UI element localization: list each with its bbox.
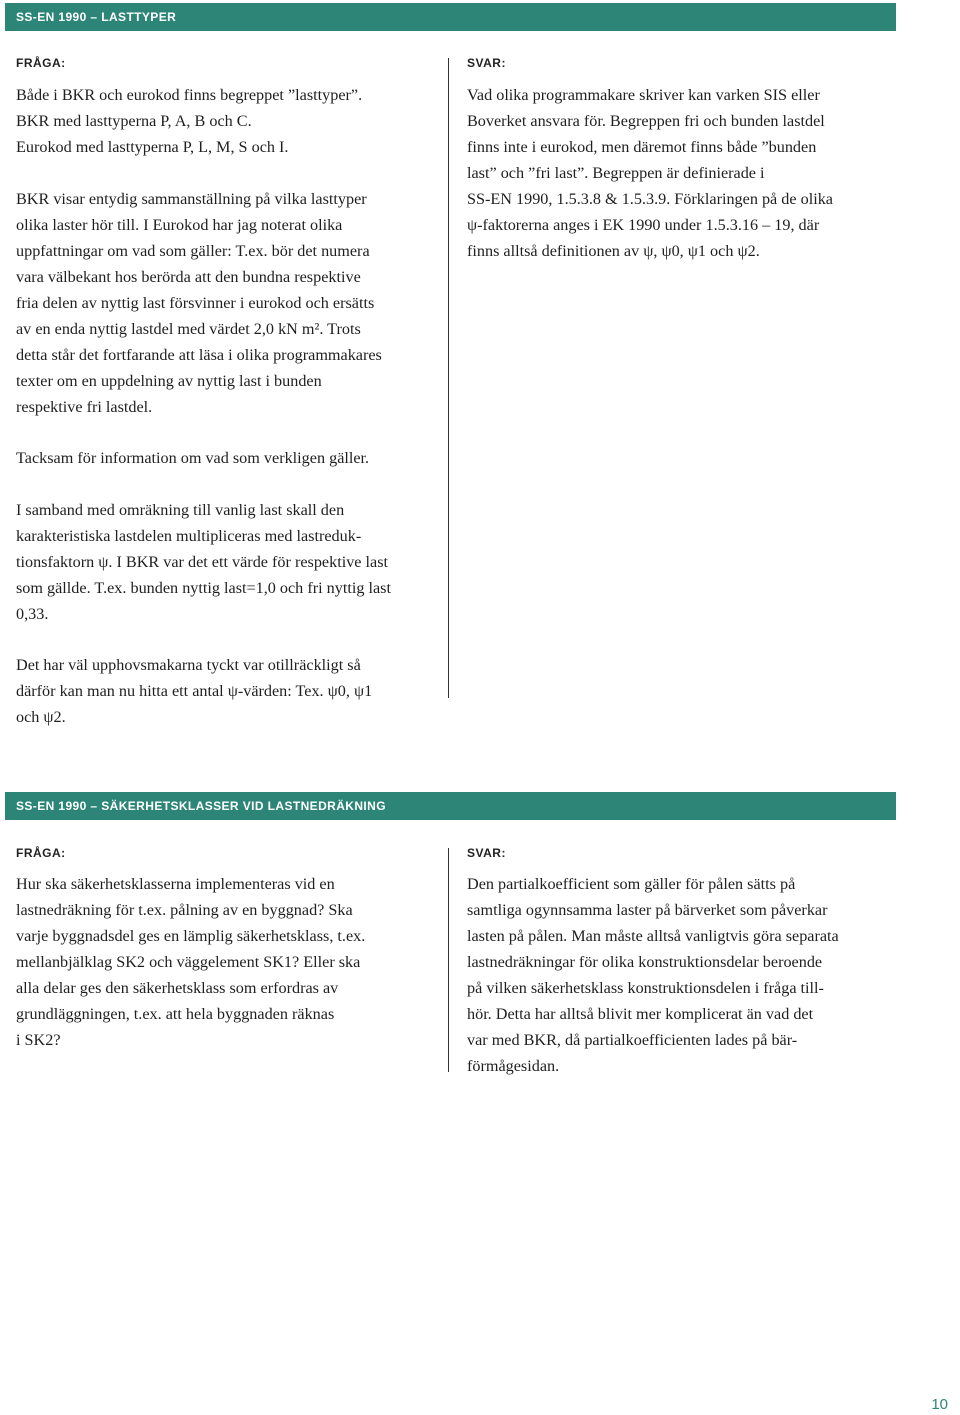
section-1-title: SS-EN 1990 – LASTTYPER [16, 10, 177, 24]
section-1-column-divider [448, 58, 449, 698]
section-1-question-paragraph-1: Både i BKR och eurokod finns begreppet ”lasttyper”. BKR med lasttyperna P, A, B och C. Eurokod med lasttyperna P, L, M, S och I. [16, 86, 363, 156]
section-2-question-label: FRÅGA: [16, 846, 66, 860]
section-1-question-paragraph-3: Tacksam för information om vad som verkligen gäller. [16, 449, 370, 467]
section-2-answer-label: SVAR: [467, 846, 506, 860]
section-1-banner [5, 3, 896, 31]
section-1-question-paragraph-2: BKR visar entydig sammanställning på vilka lasttyper olika laster hör till. I Eurokod har jag noterat olika uppfattningar om vad som gäller: T.ex. bör det numera vara välbekant hos berörda att den bundna respektive fria delen av nyttig last försvinner i eurokod och ersätts av en enda nyttig lastdel med värdet 2,0 kN m². Trots detta står det fortfarande att läsa i olika programmakares texter om en uppdelning av nyttig last i bunden respektive fri lastdel. [16, 190, 382, 416]
section-1-answer-label: SVAR: [467, 56, 506, 70]
section-2-answer-paragraph-1: Den partialkoefficient som gäller för pålen sätts på samtliga ogynnsamma laster på bärverket som påverkar lasten på pålen. Man måste alltså vanligtvis göra separata lastnedräkningar för olika konstruktionsdelar beroende på vilken säkerhetsklass konstruktionsdelen i fråga till- hör. Detta har alltså blivit mer komplicerat än vad det var med BKR, då partialkoefficienten lades på bär- förmågesidan. [467, 875, 839, 1075]
section-1-answer-paragraph-1: Vad olika programmakare skriver kan varken SIS eller Boverket ansvara för. Begreppen fri och bunden lastdel finns inte i eurokod, men däremot finns både ”bunden last” och ”fri last”. Begreppen är definierade i SS-EN 1990, 1.5.3.8 & 1.5.3.9. Förklaringen på de olika ψ-faktorerna anges i EK 1990 under 1.5.3.16 – 19, där finns alltså definitionen av ψ, ψ0, ψ1 och ψ2. [467, 86, 833, 260]
section-2-banner [5, 792, 896, 820]
section-1-question-paragraph-4: I samband med omräkning till vanlig last skall den karakteristiska lastdelen multipliceras med lastreduk- tionsfaktorn ψ. I BKR var det ett värde för respektive last som gällde. T.ex. bunden nyttig last=1,0 och fri nyttig last 0,33. [16, 501, 391, 623]
page-number: 10 [931, 1396, 948, 1413]
section-1-question-label: FRÅGA: [16, 56, 66, 70]
section-1-question-paragraph-5: Det har väl upphovsmakarna tyckt var otillräckligt så därför kan man nu hitta ett antal ψ-värden: Tex. ψ0, ψ1 och ψ2. [16, 656, 373, 726]
section-2-title: SS-EN 1990 – SÄKERHETSKLASSER VID LASTNEDRÄKNING [16, 799, 386, 813]
section-2-column-divider [448, 848, 449, 1072]
section-2-question-paragraph-1: Hur ska säkerhetsklasserna implementeras vid en lastnedräkning för t.ex. pålning av en byggnad? Ska varje byggnadsdel ges en lämplig säkerhetsklass, t.ex. mellanbjälklag SK2 och väggelement SK1? Eller ska alla delar ges den säkerhetsklass som erfordras av grundläggningen, t.ex. att hela byggnaden räknas i SK2? [16, 875, 366, 1049]
